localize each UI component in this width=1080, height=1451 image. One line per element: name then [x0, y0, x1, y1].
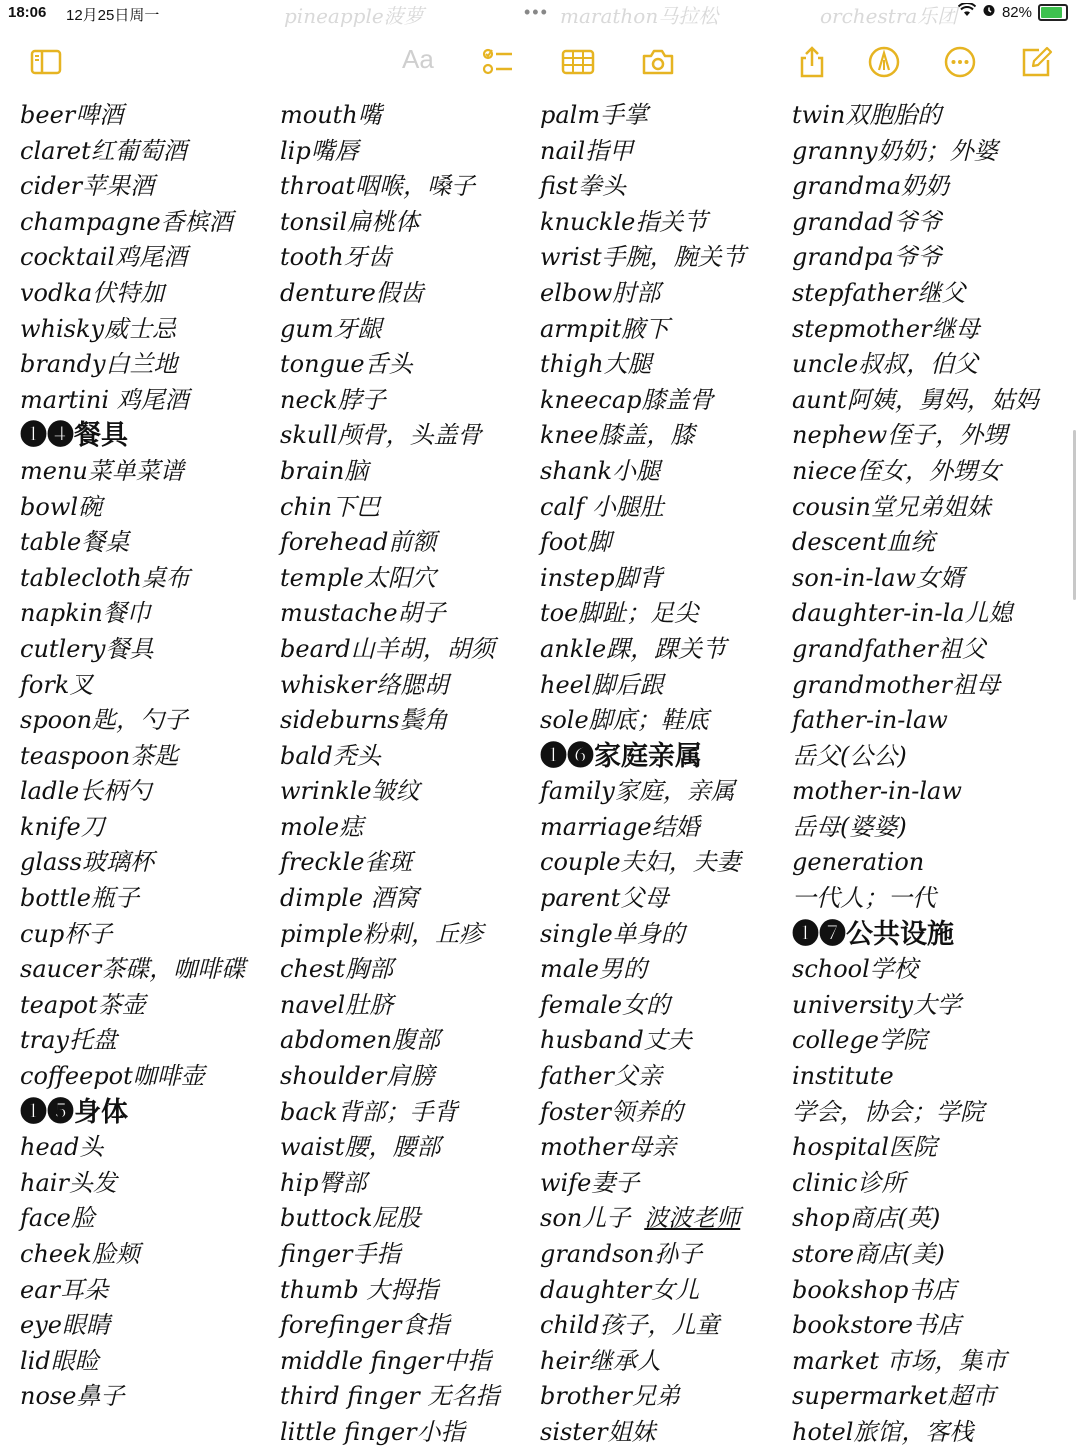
vocab-entry: tray托盘 [20, 1026, 117, 1055]
vocab-entry: wrinkle皱纹 [280, 777, 420, 806]
vocab-entry: hair头发 [20, 1168, 117, 1197]
vocab-entry: cheek脸颊 [20, 1240, 140, 1268]
vocab-entry: beard山羊胡，胡须 [280, 634, 495, 663]
battery-percent: 82% [1001, 3, 1032, 21]
vocab-entry: father-in-law [792, 706, 948, 735]
vocab-entry: abdomen腹部 [280, 1026, 440, 1055]
checklist-icon [481, 45, 515, 79]
vocab-entry: ear耳朵 [20, 1275, 108, 1304]
vocab-entry: wrist手腕，腕关节 [540, 243, 746, 272]
vocab-entry: hotel旅馆，客栈 [792, 1417, 974, 1446]
markup-button[interactable] [866, 44, 902, 80]
notes-toolbar [0, 36, 1080, 86]
vocab-entry: niece侄女，外甥女 [792, 456, 1001, 485]
ghost-text-3: orchestra乐团 [820, 4, 958, 28]
vocab-entry: cider苹果酒 [20, 172, 155, 201]
note-column-1 [20, 98, 245, 1415]
table-icon [561, 45, 595, 79]
text-format-button[interactable]: Aa [402, 44, 434, 74]
vocab-entry: bald秃头 [280, 741, 381, 770]
vocab-entry: brain脑 [280, 456, 369, 485]
compose-button[interactable] [1018, 44, 1054, 80]
vocab-entry: stepmother继母 [792, 314, 980, 343]
vocab-entry: waist腰，腰部 [280, 1133, 441, 1162]
checklist-button[interactable] [480, 44, 516, 80]
vocab-entry: calf 小腿肚 [540, 492, 664, 521]
vocab-entry: lip嘴唇 [280, 136, 359, 165]
vocab-entry: grandma奶奶 [792, 172, 950, 201]
section-heading: ❶❹餐具 [20, 420, 128, 452]
vocab-entry: nail指甲 [540, 136, 634, 165]
section-heading: ❶❻家庭亲属 [540, 740, 702, 772]
more-options-button[interactable] [942, 44, 978, 80]
vocab-entry: wife妻子 [540, 1168, 640, 1197]
vocab-entry: navel肚脐 [280, 990, 394, 1019]
note-column-4 [792, 98, 1039, 1451]
vocab-entry: tongue舌头 [280, 350, 413, 379]
vocab-entry: parent父母 [540, 884, 669, 913]
compose-icon [1019, 45, 1053, 79]
vocab-entry: freckle雀斑 [280, 848, 413, 877]
vocab-entry: buttock屁股 [280, 1204, 421, 1233]
vocab-entry: cousin堂兄弟姐妹 [792, 492, 991, 521]
vocab-entry: mole痣 [280, 812, 364, 841]
vocab-entry: mother母亲 [540, 1133, 676, 1162]
vocab-entry: glass玻璃杯 [20, 848, 154, 877]
vocab-entry: knuckle指关节 [540, 207, 708, 236]
vocab-entry: kneecap膝盖骨 [540, 385, 714, 414]
vocab-entry: grandad爷爷 [792, 207, 942, 236]
vocab-entry: school学校 [792, 955, 918, 984]
vocab-entry: third finger 无名指 [280, 1382, 500, 1411]
vocab-entry: bookshop书店 [792, 1275, 957, 1304]
vocab-entry: foot脚 [540, 528, 612, 557]
vocab-entry: toe脚趾；足尖 [540, 599, 699, 628]
vocab-entry: fist拳头 [540, 172, 626, 201]
note-column-2 [280, 98, 499, 1451]
vocab-entry: university大学 [792, 990, 962, 1019]
vocab-entry: brother兄弟 [540, 1382, 681, 1411]
vocab-entry: store商店(美) [792, 1240, 945, 1268]
vocab-entry: mustache胡子 [280, 599, 446, 628]
vocab-entry: pimple粉刺，丘疹 [280, 919, 484, 948]
vocab-entry: 一代人；一代 [792, 884, 936, 913]
vocab-entry: skull颅骨，头盖骨 [280, 421, 482, 450]
vocab-entry: ladle长柄勺 [20, 777, 152, 806]
vocab-entry: nephew侄子，外甥 [792, 421, 1008, 450]
vocab-entry: menu菜单菜谱 [20, 456, 184, 485]
vocab-entry: neck脖子 [280, 385, 386, 414]
markup-pen-icon [867, 45, 901, 79]
sidebar-toggle-button[interactable] [28, 44, 64, 80]
vocab-entry: bookstore书店 [792, 1311, 961, 1340]
vocab-entry: claret红葡萄酒 [20, 136, 187, 165]
vocab-entry: daughter-in-la儿媳 [792, 599, 1013, 628]
vocab-entry: nose鼻子 [20, 1382, 125, 1411]
vocab-entry: table餐桌 [20, 528, 130, 557]
vocab-entry: foster领养的 [540, 1097, 683, 1126]
vocab-entry: heel脚后跟 [540, 670, 664, 699]
vocab-entry: market 市场，集市 [792, 1346, 1007, 1375]
ellipsis-icon [943, 45, 977, 79]
wifi-icon [958, 3, 976, 21]
signature-text: 波波老师 [644, 1204, 741, 1233]
vocab-entry: eye眼睛 [20, 1311, 110, 1340]
vocab-entry: sister姐妹 [540, 1417, 656, 1446]
vocab-entry: gum牙龈 [280, 314, 382, 343]
vocab-entry: male男的 [540, 955, 647, 984]
vocab-entry: teaspoon茶匙 [20, 741, 179, 770]
vocab-entry: generation [792, 848, 925, 877]
vocab-entry: spoon匙，勺子 [20, 706, 189, 735]
vocab-entry: chin下巴 [280, 492, 381, 521]
vocab-entry: college学院 [792, 1026, 928, 1055]
vocab-entry: mouth嘴 [280, 101, 382, 129]
vocab-entry: 学会，协会；学院 [792, 1097, 984, 1126]
vocab-entry: single单身的 [540, 919, 685, 948]
vocab-entry: brandy白兰地 [20, 350, 178, 379]
vocab-entry: couple夫妇，夫妻 [540, 848, 741, 877]
vocab-entry: instep脚背 [540, 563, 663, 592]
vocab-entry: twin双胞胎的 [792, 101, 942, 129]
vocab-entry: palm手掌 [540, 101, 649, 129]
vocab-entry: head头 [20, 1133, 104, 1162]
camera-icon [641, 45, 675, 79]
vocab-entry: supermarket超市 [792, 1382, 996, 1411]
vocab-entry: bottle瓶子 [20, 884, 139, 913]
vocab-entry: thumb 大拇指 [280, 1275, 439, 1304]
vocab-entry: napkin餐巾 [20, 599, 151, 628]
vocab-entry: thigh大腿 [540, 350, 652, 379]
vocab-entry: female女的 [540, 990, 671, 1019]
vocab-entry: hip臀部 [280, 1168, 367, 1197]
alarm-icon [982, 3, 996, 21]
vocab-entry: grandpa爷爷 [792, 243, 942, 272]
vocab-entry: forehead前额 [280, 528, 437, 557]
vocab-entry: dimple 酒窝 [280, 884, 419, 913]
sidebar-icon [29, 45, 63, 79]
vocab-entry: child孩子，儿童 [540, 1311, 720, 1340]
share-icon [795, 45, 829, 79]
vocab-entry: back背部；手背 [280, 1097, 458, 1126]
vocab-entry: heir继承人 [540, 1346, 661, 1375]
vocab-entry: middle finger中指 [280, 1346, 492, 1375]
vocab-entry: grandmother祖母 [792, 670, 1000, 699]
vocab-entry: institute [792, 1062, 894, 1091]
vocab-entry: face脸 [20, 1204, 95, 1233]
vocab-entry: saucer茶碟，咖啡碟 [20, 955, 246, 984]
vocab-entry: shoulder肩膀 [280, 1062, 435, 1091]
vocab-entry: temple太阳穴 [280, 563, 436, 592]
section-heading: ❶❼公共设施 [792, 918, 954, 950]
scrollbar[interactable] [1073, 430, 1076, 600]
vocab-entry: tablecloth桌布 [20, 563, 190, 592]
vocab-entry: ankle踝，踝关节 [540, 634, 727, 663]
vocab-entry: chest胸部 [280, 955, 394, 984]
vocab-entry: cocktail鸡尾酒 [20, 243, 188, 272]
vocab-entry: knife刀 [20, 812, 105, 841]
vocab-entry: son-in-law女婿 [792, 563, 965, 592]
vocab-entry: family家庭，亲属 [540, 777, 735, 806]
ghost-text-2: marathon马拉松 [560, 4, 719, 28]
vocab-entry: shank小腿 [540, 456, 661, 485]
vocab-entry: cup杯子 [20, 919, 113, 948]
vocab-entry: tooth牙齿 [280, 243, 392, 272]
vocab-entry: knee膝盖，膝 [540, 421, 695, 450]
vocab-entry: mother-in-law [792, 777, 962, 806]
vocab-entry: forefinger食指 [280, 1311, 450, 1340]
vocab-entry: daughter女儿 [540, 1275, 700, 1304]
vocab-entry: stepfather继父 [792, 278, 966, 307]
vocab-entry: father父亲 [540, 1062, 662, 1091]
table-button[interactable] [560, 44, 596, 80]
vocab-entry: sole脚底；鞋底 [540, 706, 709, 735]
vocab-entry: granny奶奶；外婆 [792, 136, 998, 165]
section-heading: ❶❺身体 [20, 1096, 128, 1128]
vocab-entry: bowl碗 [20, 492, 103, 521]
vocab-entry: grandfather祖父 [792, 634, 986, 663]
status-date: 12月25日周一 [66, 7, 160, 24]
vocab-entry: elbow肘部 [540, 278, 661, 307]
vocab-entry: 岳母(婆婆) [792, 812, 907, 841]
vocab-entry: whisky威士忌 [20, 314, 177, 343]
vocab-entry: aunt阿姨，舅妈，姑妈 [792, 385, 1039, 414]
vocab-entry: hospital医院 [792, 1133, 937, 1162]
status-time: 18:06 [8, 4, 47, 21]
vocab-entry: armpit腋下 [540, 314, 670, 343]
vocab-entry: descent血统 [792, 528, 935, 557]
vocab-entry: tonsil扁桃体 [280, 207, 420, 236]
camera-button[interactable] [640, 44, 676, 80]
multitasking-dots-icon[interactable]: ••• [524, 2, 549, 22]
vocab-entry: fork叉 [20, 670, 94, 699]
vocab-entry: 岳父(公公) [792, 741, 907, 770]
vocab-entry: shop商店(英) [792, 1204, 941, 1233]
vocab-entry: whisker络腮胡 [280, 670, 449, 699]
vocab-entry: grandson孙子 [540, 1240, 703, 1268]
vocab-entry: denture假齿 [280, 278, 424, 307]
note-column-3 [540, 98, 746, 1451]
vocab-entry: lid眼睑 [20, 1346, 99, 1375]
vocab-entry: sideburns鬓角 [280, 706, 448, 735]
share-button[interactable] [794, 44, 830, 80]
vocab-entry: cutlery餐具 [20, 634, 154, 663]
vocab-entry: beer啤酒 [20, 101, 124, 129]
vocab-entry: clinic诊所 [792, 1168, 906, 1197]
vocab-entry: husband丈夫 [540, 1026, 692, 1055]
vocab-entry: throat咽喉，嗓子 [280, 172, 475, 201]
vocab-entry: teapot茶壶 [20, 990, 146, 1019]
vocab-entry: champagne香槟酒 [20, 207, 233, 236]
vocab-entry: little finger小指 [280, 1417, 465, 1446]
vocab-entry: son儿子 波波老师 [540, 1204, 741, 1233]
vocab-entry: martini 鸡尾酒 [20, 385, 189, 414]
battery-icon [1038, 4, 1068, 21]
vocab-entry: finger手指 [280, 1240, 401, 1268]
vocab-entry: uncle叔叔，伯父 [792, 350, 979, 379]
vocab-entry: coffeepot咖啡壶 [20, 1062, 205, 1091]
vocab-entry: marriage结婚 [540, 812, 700, 841]
ghost-text-1: pineapple菠萝 [284, 4, 424, 28]
vocab-entry: vodka伏特加 [20, 278, 165, 307]
status-right [958, 3, 1068, 21]
